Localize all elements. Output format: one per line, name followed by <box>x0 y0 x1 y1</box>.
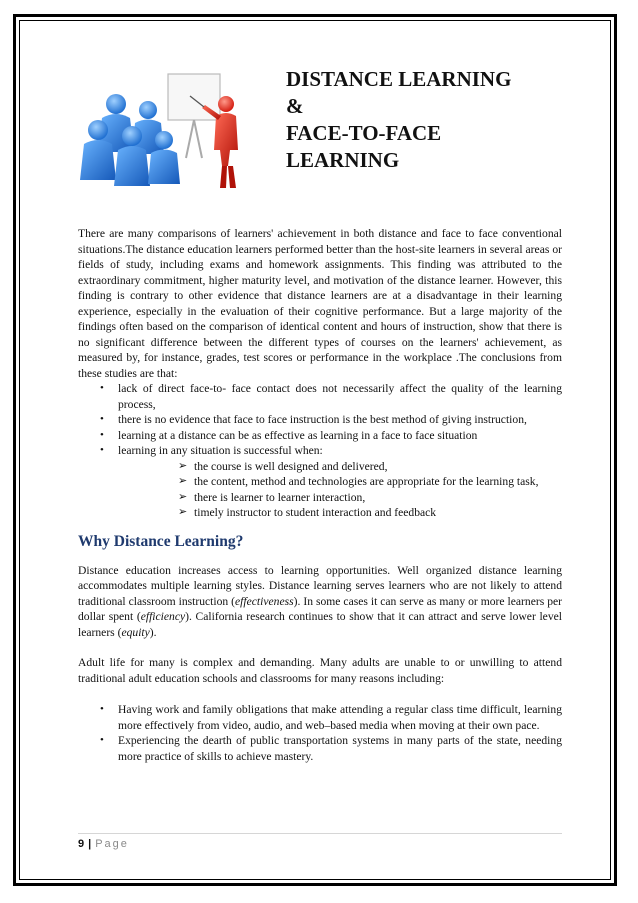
text-span: ). <box>149 625 157 639</box>
page-number: 9 <box>78 838 85 850</box>
list-item: • Having work and family obligations that make attending a regular class time difficult, learning more effectively from video, audio, and web–based media when moving at their own pace. <box>78 702 562 733</box>
list-item: ➢ timely instructor to student interaction and feedback <box>78 505 562 521</box>
conditions-list <box>78 459 562 521</box>
section-heading: Why Distance Learning? <box>78 532 244 550</box>
reasons-list <box>78 702 562 764</box>
page-body <box>78 226 562 764</box>
title-line-3: FACE-TO-FACE <box>286 121 442 145</box>
title-line-1: DISTANCE LEARNING <box>286 67 512 91</box>
footer-divider <box>78 833 562 834</box>
spacer <box>78 686 562 702</box>
list-item: • learning at a distance can be as effective as learning in a face to face situation <box>78 428 562 444</box>
page-label: Page <box>95 838 129 850</box>
emphasis-efficiency: efficiency <box>140 610 186 623</box>
text-span: ). California research continues to show that it can attract and serve lower level learners ( <box>78 610 562 639</box>
emphasis-effectiveness: effectiveness <box>235 594 294 608</box>
text-span: ). In some cases it can serve as many or more learners per dollar spent ( <box>78 594 562 623</box>
paragraph-adult-life: Adult life for many is complex and demanding. Many adults are unable to or unwilling to attend traditional adult education schools and classrooms for many reasons including: <box>78 656 562 685</box>
page-footer <box>78 838 129 850</box>
list-item: • learning in any situation is successful when: <box>78 443 562 459</box>
list-item: ➢ there is learner to learner interaction, <box>78 490 562 506</box>
title-line-2: & <box>286 94 304 118</box>
presentation-illustration <box>80 66 248 194</box>
list-item: ➢ the course is well designed and delivered, <box>78 459 562 475</box>
list-item: ➢ the content, method and technologies are appropriate for the learning task, <box>78 474 562 490</box>
footer-separator: | <box>88 838 92 850</box>
list-item: • there is no evidence that face to face instruction is the best method of giving instruction, <box>78 412 562 428</box>
spacer <box>78 640 562 655</box>
title-line-4: LEARNING <box>286 148 400 172</box>
list-item: • Experiencing the dearth of public transportation systems in many parts of the state, needing more practice of skills to achieve mastery. <box>78 733 562 764</box>
paragraph-why-distance <box>78 563 562 641</box>
intro-paragraph: There are many comparisons of learners' achievement in both distance and face to face conventional situations.The distance education learners performed better than the host-site learners in several areas or fields of study, including exams and homework assignments. This finding was attributed to the extraordinary commitment, higher maturity level, and motivation of the distance learner. However, this finding is contrary to other evidence that distance learners are at a disadvantage in their learning experience, especially in the evaluation of their cognitive performance. But a large majority of the findings often based on the comparison of identical content and hours of instruction, show that there is no significant difference between the different types of courses on the learners' achievement, as measured by, for instance, grades, test scores or performance in the workplace .The conclusions from these studies are that: <box>78 227 562 380</box>
page-title <box>286 66 576 174</box>
text-span: Distance education increases access to learning opportunities. Well organized distance learning accommodates multiple learning styles. Distance learning serves learners who are not likely to attend traditional classroom instruction ( <box>78 563 562 608</box>
emphasis-equity: equity <box>121 625 150 639</box>
conclusions-list <box>78 381 562 459</box>
list-item: • lack of direct face-to- face contact does not necessarily affect the quality of the learning process, <box>78 381 562 412</box>
